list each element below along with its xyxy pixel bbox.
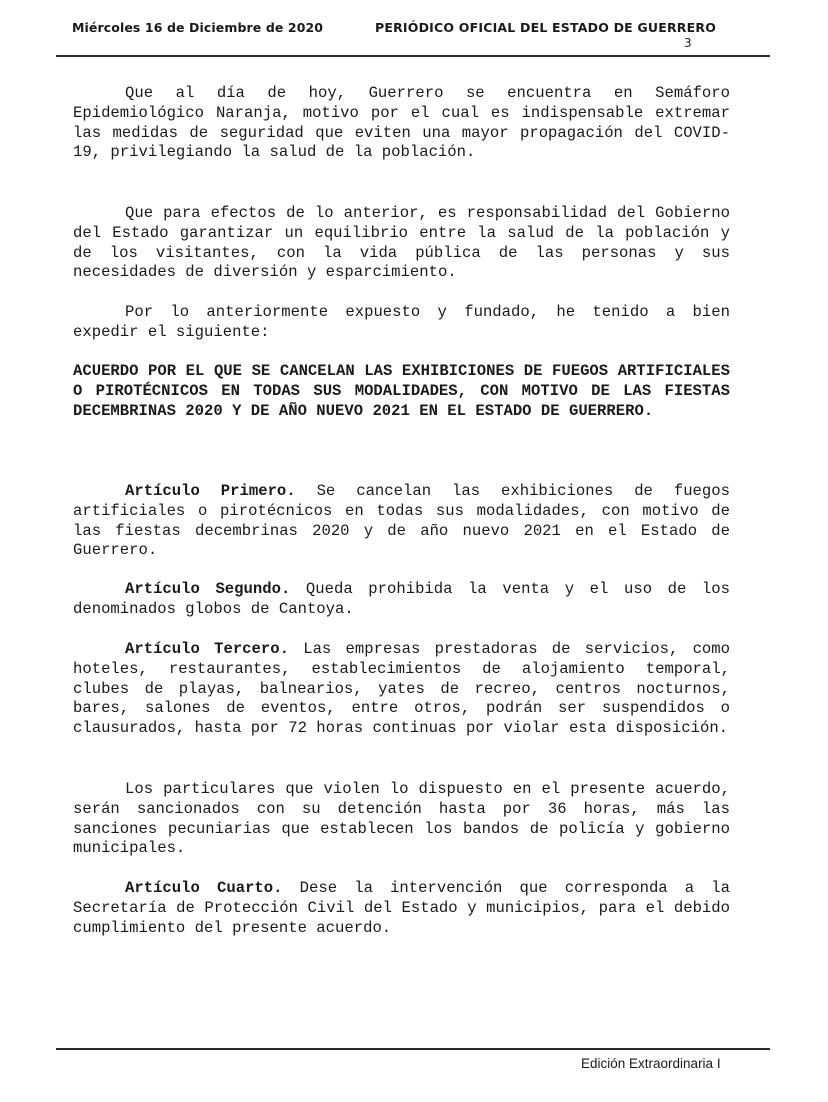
paragraph-particulares: Los particulares que violen lo dispuesto en el presente acuerdo, serán sancionados con su detención hasta por 36 horas, más las sanciones pecuniarias que establecen los bandos de policía y gobierno municipales. xyxy=(73,780,730,858)
article-primero xyxy=(73,482,730,561)
article-tercero xyxy=(73,640,730,739)
edition-label: Edición Extraordinaria I xyxy=(581,1056,721,1071)
article-cuarto-heading: Artículo Cuarto. xyxy=(125,879,283,897)
article-tercero-text: Las empresas prestadoras de servicios, como hoteles, restaurantes, establecimientos de alojamiento temporal, clubes de playas, balnearios, yates de recreo, centros nocturnos, bares, salones de eventos, entre otros, podrán ser suspendidos o clausurados, hasta por 72 horas continuas por violar esta disposición. xyxy=(73,640,731,738)
article-primero-heading: Artículo Primero. xyxy=(125,482,296,500)
article-segundo-text: Queda prohibida la venta y el uso de los denominados globos de Cantoya. xyxy=(73,580,731,618)
paragraph-expedir: Por lo anteriormente expuesto y fundado, he tenido a bien expedir el siguiente: xyxy=(73,303,730,341)
paragraph-semaforo: Que al día de hoy, Guerrero se encuentra en Semáforo Epidemiológico Naranja, motivo por el cual es indispensable extremar las medidas de seguridad que eviten una mayor propagación del COVID-19, privilegiando la salud de la población. xyxy=(73,84,730,162)
article-cuarto-text: Dese la intervención que corresponda a la Secretaría de Protección Civil del Estado y municipios, para el debido cumplimiento del presente acuerdo. xyxy=(73,879,731,937)
article-primero-text: Se cancelan las exhibiciones de fuegos artificiales o pirotécnicos en todas sus modalidades, con motivo de las fiestas decembrinas 2020 y de año nuevo 2021 en el Estado de Guerrero. xyxy=(73,482,730,560)
article-cuarto xyxy=(73,879,730,938)
footer-divider xyxy=(56,1048,770,1050)
article-tercero-heading: Artículo Tercero. xyxy=(125,640,289,658)
article-segundo-heading: Artículo Segundo. xyxy=(125,580,291,598)
header-date: Miércoles 16 de Diciembre de 2020 xyxy=(72,20,324,35)
article-segundo xyxy=(73,580,730,620)
agreement-title: ACUERDO POR EL QUE SE CANCELAN LAS EXHIBICIONES DE FUEGOS ARTIFICIALES O PIROTÉCNICOS EN TODAS SUS MODALIDADES, CON MOTIVO DE LAS FIESTAS DECEMBRINAS 2020 Y DE AÑO NUEVO 2021 EN EL ESTADO DE GUERRERO. xyxy=(73,362,730,420)
header-divider xyxy=(56,55,770,57)
page-number: 3 xyxy=(684,36,692,50)
publication-title: PERIÓDICO OFICIAL DEL ESTADO DE GUERRERO xyxy=(375,20,717,35)
paragraph-responsabilidad: Que para efectos de lo anterior, es responsabilidad del Gobierno del Estado garantizar un equilibrio entre la salud de la población y de los visitantes, con la vida pública de las personas y sus necesidades de diversión y esparcimiento. xyxy=(73,204,730,282)
